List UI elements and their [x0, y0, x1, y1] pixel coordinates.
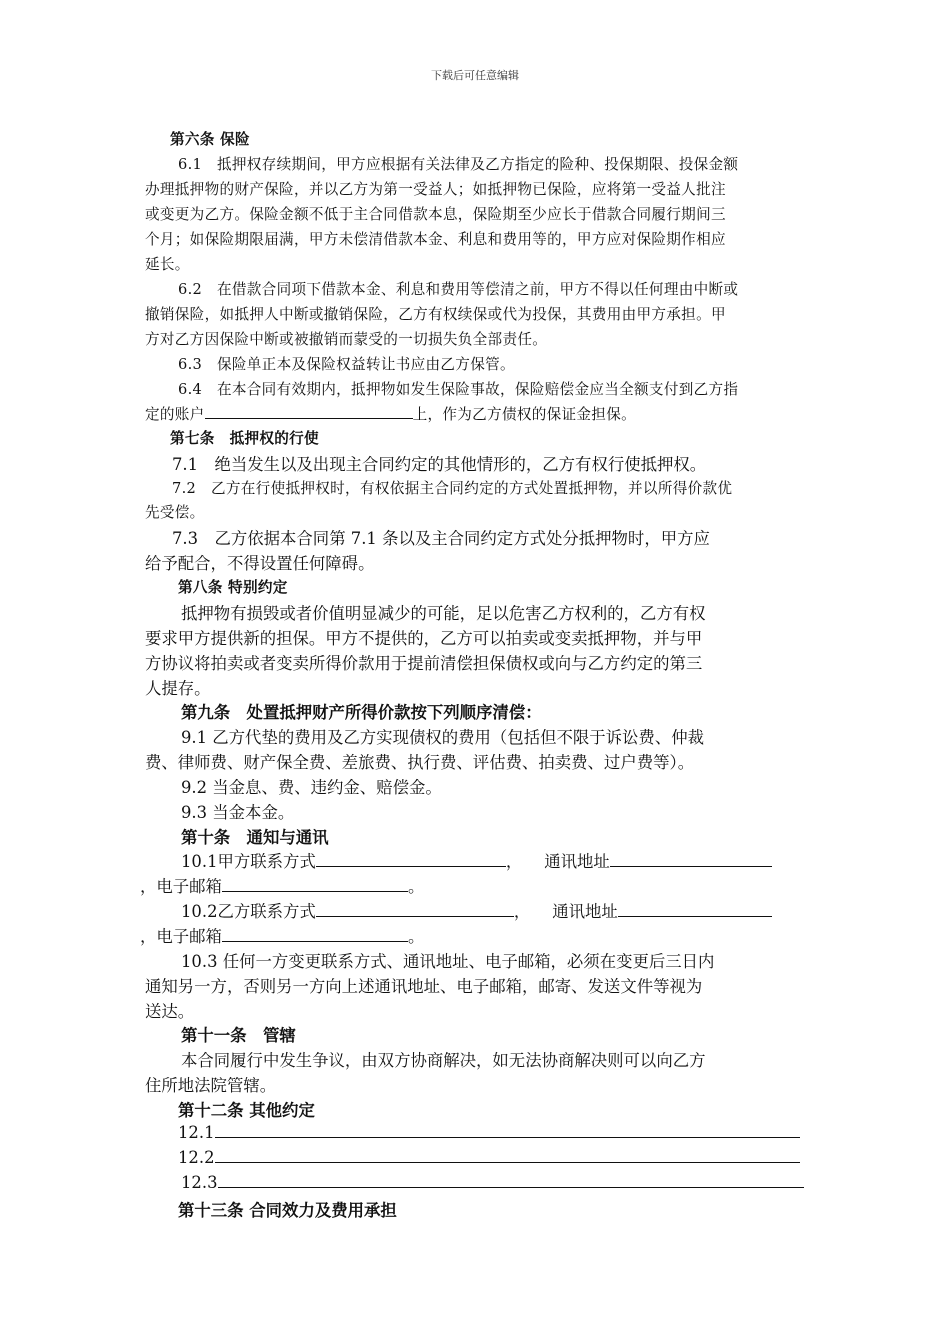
article-11-title: 第十一条 管辖: [181, 1026, 296, 1045]
art8-p-line3: 方协议将拍卖或者变卖所得价款用于提前清偿担保债权或向与乙方约定的第三: [145, 654, 703, 673]
art9-p1-line1: 9.1 乙方代垫的费用及乙方实现债权的费用（包括但不限于诉讼费、仲裁: [181, 728, 704, 747]
art6-p2-line1: 6.2 在借款合同项下借款本金、利息和费用等偿清之前，甲方不得以任何理由中断或: [178, 281, 739, 298]
art6-p4-line1: 6.4 在本合同有效期内，抵押物如发生保险事故，保险赔偿金应当全额支付到乙方指: [178, 381, 739, 398]
art10-p1-line2: [140, 873, 424, 897]
art6-p4-line2: [145, 403, 636, 424]
party-b-contact-blank: [316, 901, 514, 917]
art10-p1-line1: [181, 848, 772, 872]
art6-p4-prefix: 定的账户: [145, 406, 205, 423]
article-10-title: 第十条 通知与通讯: [181, 828, 329, 847]
art7-p2-line1: 7.2 乙方在行使抵押权时，有权依据主合同约定的方式处置抵押物，并以所得价款优: [172, 480, 733, 497]
article-9-title: 第九条 处置抵押财产所得价款按下列顺序清偿：: [181, 703, 542, 722]
item-blank: [215, 1147, 800, 1163]
period: 。: [407, 927, 425, 946]
art9-p1-line2: 费、律师费、财产保全费、差旅费、执行费、评估费、拍卖费、过户费等）。: [145, 753, 695, 772]
party-a-email-blank: [222, 876, 408, 892]
art10-p2-line2: [140, 923, 424, 947]
art11-p-line2: 住所地法院管辖。: [145, 1076, 277, 1095]
article-13-title: 第十三条 合同效力及费用承担: [178, 1201, 397, 1220]
article-8-title: 第八条 特别约定: [178, 579, 288, 596]
art9-p3: 9.3 当金本金。: [181, 803, 295, 822]
art6-p1-line3: 或变更为乙方。保险金额不低于主合同借款本息，保险期至少应长于借款合同履行期间三: [145, 206, 726, 223]
art10-p3-line2: 通知另一方，否则另一方向上述通讯地址、电子邮箱，邮寄、发送文件等视为: [145, 977, 703, 996]
party-a-contact-label: 10.1甲方联系方式: [181, 852, 316, 871]
party-b-contact-label: 10.2乙方联系方式: [181, 902, 316, 921]
art10-p2-line1: [181, 898, 772, 922]
art7-p1: 7.1 绝当发生以及出现主合同约定的其他情形的，乙方有权行使抵押权。: [172, 455, 707, 474]
art6-p1-line2: 办理抵押物的财产保险，并以乙方为第一受益人；如抵押物已保险，应将第一受益人批注: [145, 181, 726, 198]
item-number: 12.3: [181, 1173, 218, 1192]
art9-p2: 9.2 当金息、费、违约金、赔偿金。: [181, 778, 442, 797]
page-header: 下载后可任意编辑: [431, 69, 519, 82]
party-a-email-label: ，电子邮箱: [140, 877, 222, 896]
art11-p-line1: 本合同履行中发生争议，由双方协商解决，如无法协商解决则可以向乙方: [181, 1051, 706, 1070]
item-blank: [218, 1172, 804, 1188]
party-a-contact-blank: [316, 851, 506, 867]
account-blank: [205, 403, 413, 419]
art12-item-1: [178, 1122, 800, 1142]
art12-item-2: [178, 1147, 800, 1167]
party-b-email-label: ，电子邮箱: [140, 927, 222, 946]
item-number: 12.2: [178, 1148, 215, 1167]
party-b-address-label: 通讯地址: [552, 902, 618, 921]
art8-p-line2: 要求甲方提供新的担保。甲方不提供的，乙方可以拍卖或变卖抵押物，并与甲: [145, 629, 703, 648]
party-b-address-blank: [618, 901, 772, 917]
art10-p3-line3: 送达。: [145, 1002, 195, 1021]
art12-item-3: [181, 1172, 804, 1192]
art6-p1-line4: 个月；如保险期限届满，甲方未偿清借款本金、利息和费用等的，甲方应对保险期作相应: [145, 231, 726, 248]
art7-p3-line1: 7.3 乙方依据本合同第 7.1 条以及主合同约定方式处分抵押物时，甲方应: [172, 529, 710, 548]
item-blank: [215, 1122, 800, 1138]
party-b-email-blank: [222, 926, 408, 942]
art8-p-line4: 人提存。: [145, 679, 211, 698]
article-12-title: 第十二条 其他约定: [178, 1101, 315, 1120]
art10-p3-line1: 10.3 任何一方变更联系方式、通讯地址、电子邮箱，必须在变更后三日内: [181, 952, 715, 971]
art7-p3-line2: 给予配合，不得设置任何障碍。: [145, 554, 375, 573]
item-number: 12.1: [178, 1123, 215, 1142]
art6-p1-line1: 6.1 抵押权存续期间，甲方应根据有关法律及乙方指定的险种、投保期限、投保金额: [178, 156, 739, 173]
article-7-title: 第七条 抵押权的行使: [170, 430, 319, 447]
art6-p2-line3: 方对乙方因保险中断或被撤销而蒙受的一切损失负全部责任。: [145, 331, 548, 348]
art6-p3: 6.3 保险单正本及保险权益转让书应由乙方保管。: [178, 356, 515, 373]
art7-p2-line2: 先受偿。: [145, 504, 205, 521]
article-6-title: 第六条 保险: [170, 131, 250, 148]
art6-p1-line5: 延长。: [145, 256, 190, 273]
period: 。: [407, 877, 425, 896]
party-a-address-label: 通讯地址: [544, 852, 610, 871]
party-a-address-blank: [610, 851, 772, 867]
comma: ，: [513, 902, 531, 921]
art6-p4-suffix: 上，作为乙方债权的保证金担保。: [412, 406, 636, 423]
art8-p-line1: 抵押物有损毁或者价值明显减少的可能，足以危害乙方权利的，乙方有权: [181, 604, 706, 623]
comma: ，: [505, 852, 523, 871]
art6-p2-line2: 撤销保险，如抵押人中断或撤销保险，乙方有权续保或代为投保，其费用由甲方承担。甲: [145, 306, 726, 323]
